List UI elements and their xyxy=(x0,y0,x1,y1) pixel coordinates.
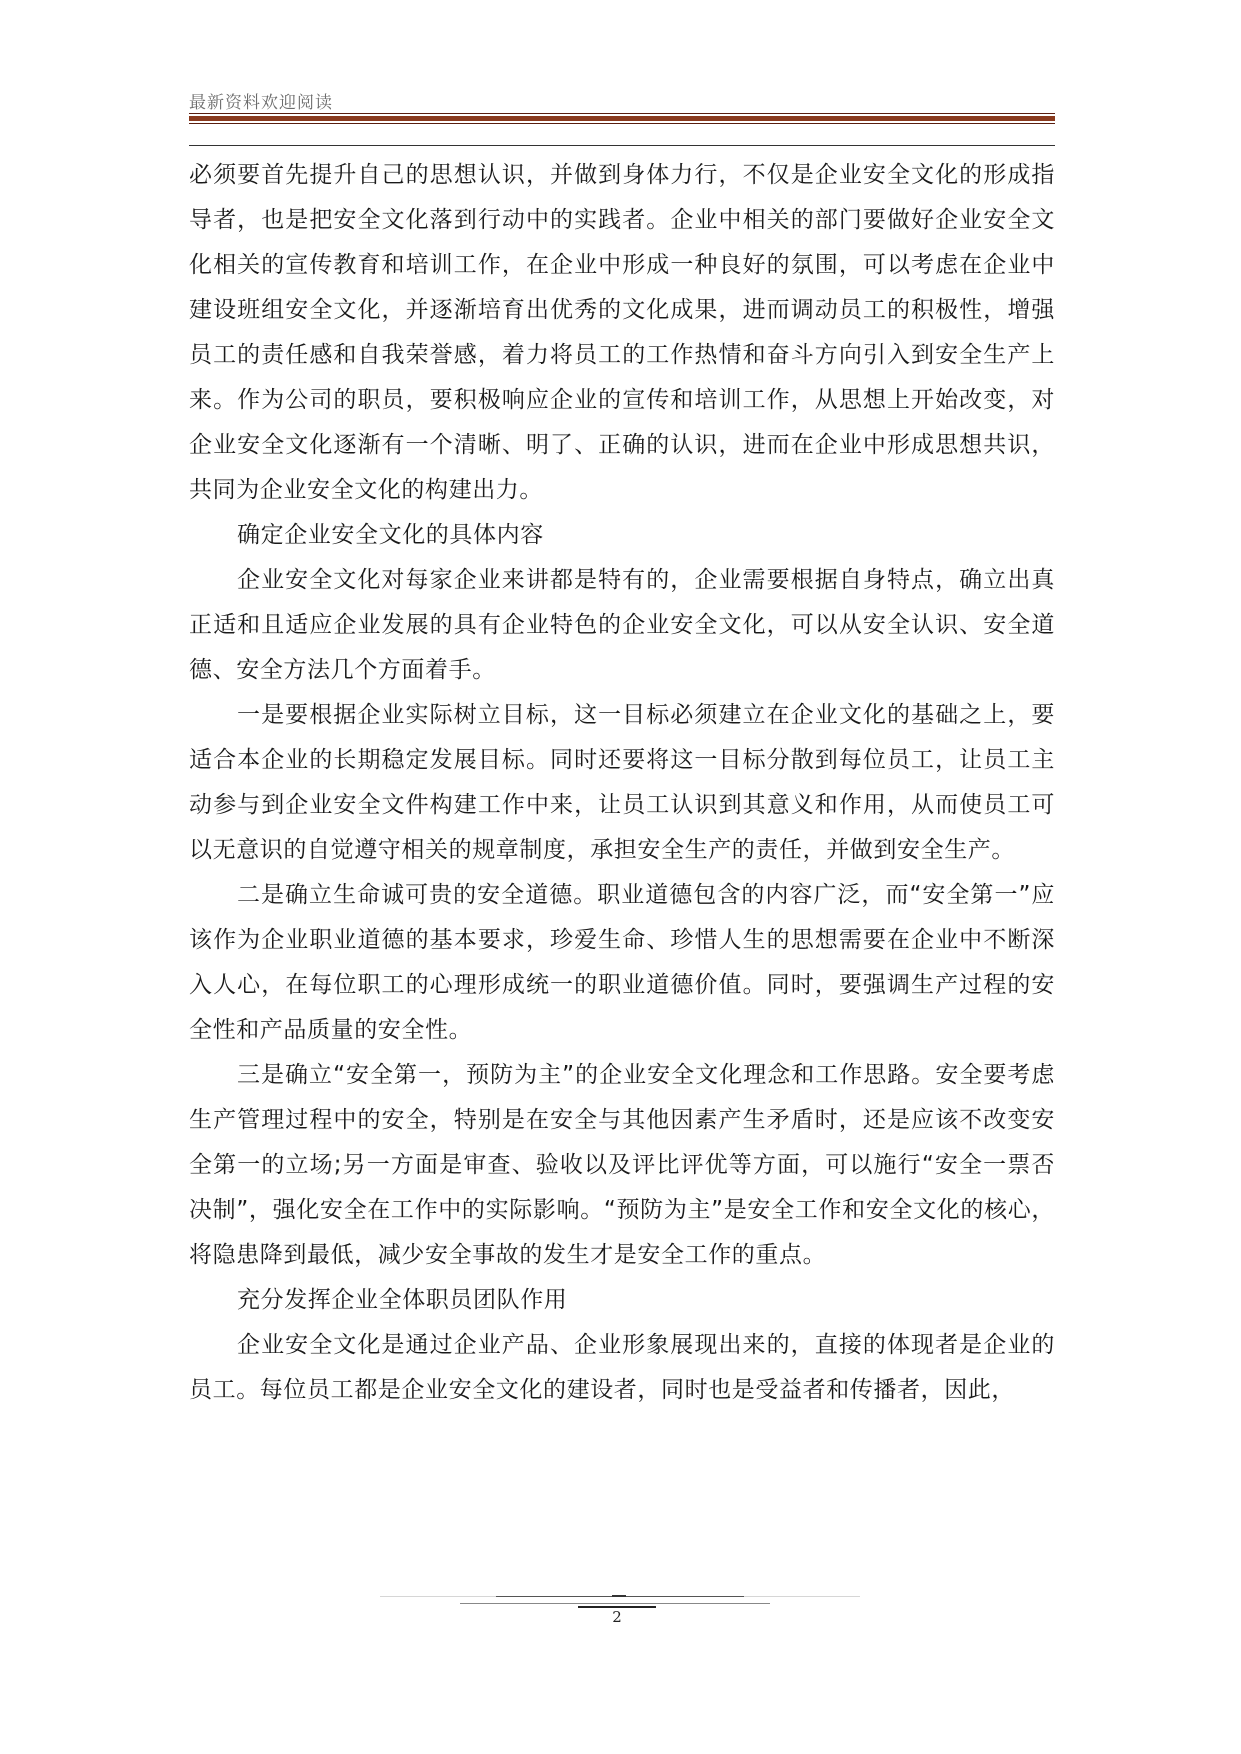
section-heading: 确定企业安全文化的具体内容 xyxy=(237,522,544,548)
paragraph: 一是要根据企业实际树立目标，这一目标必须建立在企业文化的基础之上，要适合本企业的长期稳定发展目标。同时还要将这一目标分散到每位员工，让员工主动参与到企业安全文件构建工作中来，让员工认识到其意义和作用，从而使员工可以无意识的自觉遵守相关的规章制度，承担安全生产的责任，并做到安全生产。 xyxy=(189,702,1055,863)
header-rule-thick xyxy=(189,116,1055,121)
document-body xyxy=(189,153,1055,1413)
footer-rule-mid xyxy=(460,1603,770,1604)
paragraph: 企业安全文化是通过企业产品、企业形象展现出来的，直接的体现者是企业的员工。每位员工都是企业安全文化的建设者，同时也是受益者和传播者，因此， xyxy=(189,1332,1055,1403)
footer-rule-accent xyxy=(612,1595,626,1597)
paragraph-continued: 必须要首先提升自己的思想认识，并做到身体力行，不仅是企业安全文化的形成指导者，也是把安全文化落到行动中的实践者。企业中相关的部门要做好企业安全文化相关的宣传教育和培训工作，在企业中形成一种良好的氛围，可以考虑在企业中建设班组安全文化，并逐渐培育出优秀的文化成果，进而调动员工的积极性，增强员工的责任感和自我荣誉感，着力将员工的工作热情和奋斗方向引入到安全生产上来。作为公司的职员，要积极响应企业的宣传和培训工作，从思想上开始改变，对企业安全文化逐渐有一个清晰、明了、正确的认识，进而在企业中形成思想共识，共同为企业安全文化的构建出力。 xyxy=(189,162,1055,503)
header-rule-thin-bottom xyxy=(189,123,1055,124)
header-rule-thin-top xyxy=(189,113,1055,114)
paragraph: 二是确立生命诚可贵的安全道德。职业道德包含的内容广泛，而“安全第一”应该作为企业职业道德的基本要求，珍爱生命、珍惜人生的思想需要在企业中不断深入人心，在每位职工的心理形成统一的职业道德价值。同时，要强调生产过程的安全性和产品质量的安全性。 xyxy=(189,882,1055,1043)
page-number: 2 xyxy=(612,1608,622,1626)
header-rule-separator xyxy=(189,145,1055,146)
paragraph: 企业安全文化对每家企业来讲都是特有的，企业需要根据自身特点，确立出真正适和且适应企业发展的具有企业特色的企业安全文化，可以从安全认识、安全道德、安全方法几个方面着手。 xyxy=(189,567,1055,683)
paragraph: 三是确立“安全第一，预防为主”的企业安全文化理念和工作思路。安全要考虑生产管理过程中的安全，特别是在安全与其他因素产生矛盾时，还是应该不改变安全第一的立场;另一方面是审查、验收以及评比评优等方面，可以施行“安全一票否决制”，强化安全在工作中的实际影响。“预防为主”是安全工作和安全文化的核心，将隐患降到最低，减少安全事故的发生才是安全工作的重点。 xyxy=(189,1062,1055,1268)
section-heading: 充分发挥企业全体职员团队作用 xyxy=(237,1287,568,1313)
header-text: 最新资料欢迎阅读 xyxy=(189,93,333,113)
